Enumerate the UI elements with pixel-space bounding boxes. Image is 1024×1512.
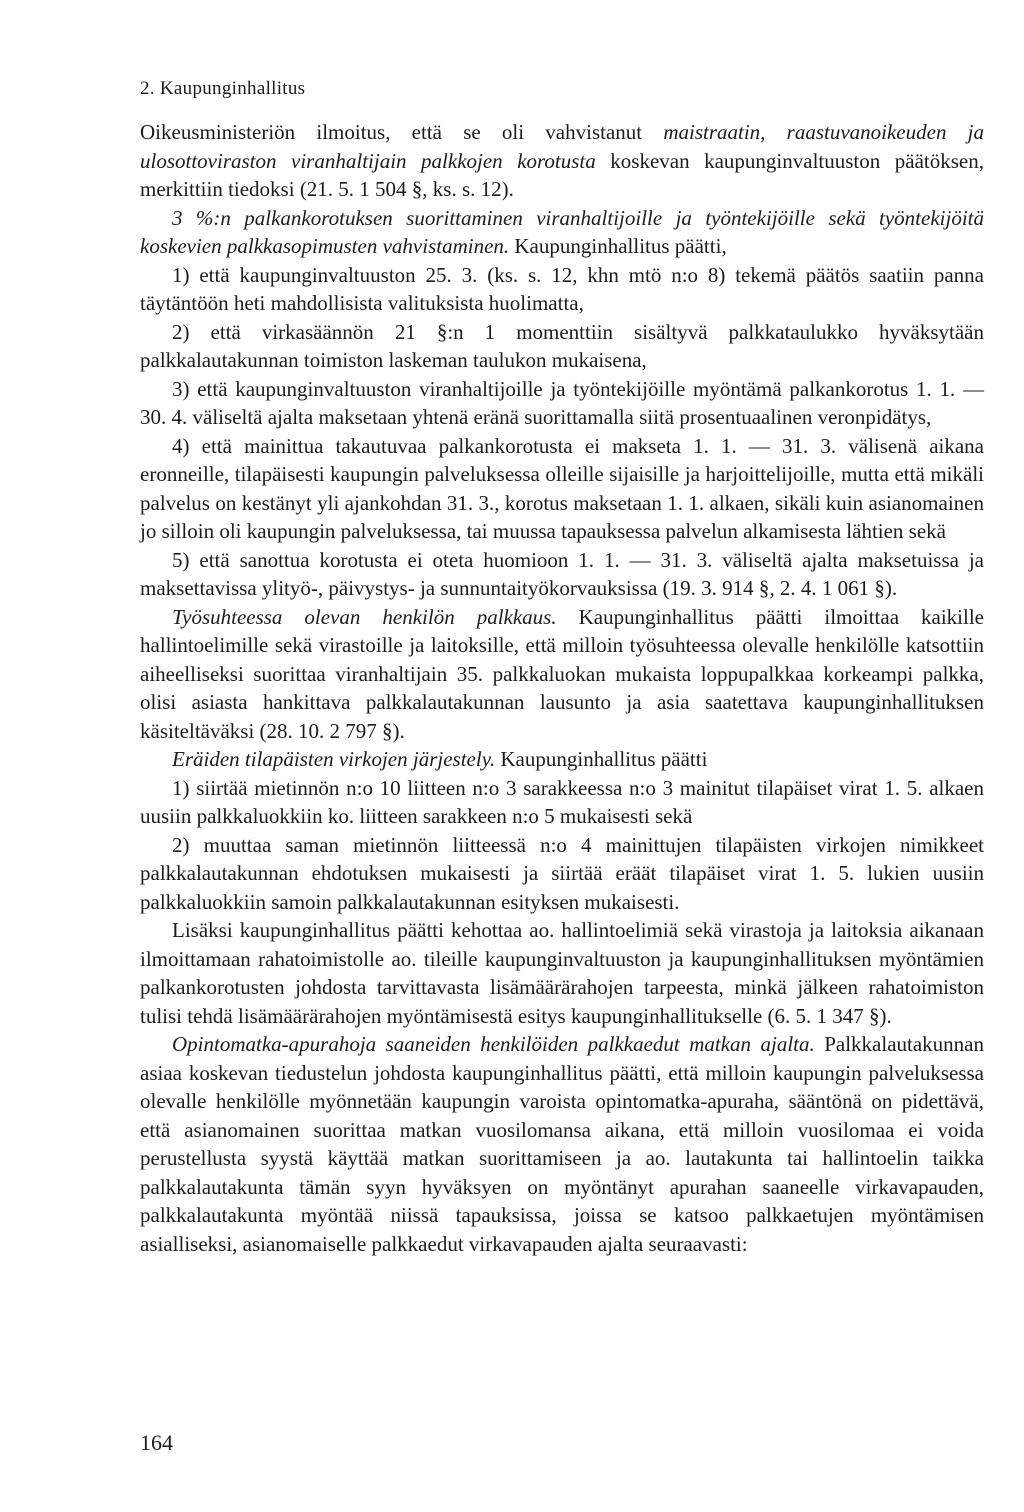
body-text (140, 118, 984, 1258)
paragraph-7: 5) että sanottua korotusta ei oteta huomioon 1. 1. — 31. 3. väliseltä ajalta maksetuissa ja maksettavissa ylityö-, päivystys- ja sunnuntaityökorvauksissa (19. 3. 914 §, 2. 4. 1 061 §). (140, 547, 984, 600)
paragraph-5: 3) että kaupunginvaltuuston viranhaltijoille ja työntekijöille myöntämä palkankorotus 1. 1. — 30. 4. väliseltä ajalta maksetaan yhtenä eränä suorittamalla siitä prosentuaalinen veronpidätys, (140, 376, 984, 429)
paragraph-13: Opintomatka-apurahoja saaneiden henkilöiden palkkaedut matkan ajalta. Palkkalautakunnan asiaa koskevan tiedustelun johdosta kaupunginhallitus päätti, että milloin kaupungin palveluksessa olevalle henkilölle myönnetään kaupungin varoista opintomatka-apuraha, sääntönä on pidettävä, että asianomainen suorittaa matkan vuosilomansa aikana, että milloin vuosilomaa ei voida perustellusta syystä käyttää matkan suorittamiseen ja ao. lautakunta tai hallintoelin taikka palkkalautakunta tämän syyn hyväksyen on myöntänyt apurahan saaneelle virkavapauden, palkkalautakunta myöntää niissä tapauksissa, joissa se katsoo palkkaetujen myöntämisen asialliseksi, asianomaiselle palkkaedut virkavapauden ajalta seuraavasti: (140, 1032, 984, 1256)
paragraph-1: Oikeusministeriön ilmoitus, että se oli vahvistanut maistraatin, raastuvanoikeuden ja ulosottoviraston viranhaltijain palkkojen korotusta koskevan kaupunginvaltuuston päätöksen, merkittiin tiedoksi (21. 5. 1 504 §, ks. s. 12). (140, 120, 985, 201)
paragraph-3: 1) että kaupunginvaltuuston 25. 3. (ks. s. 12, khn mtö n:o 8) tekemä päätös saatiin panna täytäntöön heti mahdollisista valituksista huolimatta, (140, 262, 984, 315)
paragraph-11: 2) muuttaa saman mietinnön liitteessä n:o 4 mainittujen tilapäisten virkojen nimikkeet palkkalautakunnan ehdotuksen mukaisesti ja siirtää eräät tilapäiset virat 1. 5. lukien uusiin palkkaluokkiin samoin palkkalautakunnan esityksen mukaisesti. (140, 832, 984, 914)
page-number: 164 (140, 1430, 173, 1455)
paragraph-12: Lisäksi kaupunginhallitus päätti kehottaa ao. hallintoelimiä sekä virastoja ja laitoksia aikanaan ilmoittamaan rahatoimistolle ao. tileille kaupunginvaltuuston ja kaupunginhallituksen myöntämien palkankorotusten johdosta tarvittavasta lisämäärärahojen tarpeesta, minkä jälkeen rahatoimiston tulisi tehdä lisämäärärahojen myöntämisestä esitys kaupunginhallitukselle (6. 5. 1 347 §). (140, 918, 984, 1028)
paragraph-6: 4) että mainittua takautuvaa palkankorotusta ei makseta 1. 1. — 31. 3. välisenä aikana eronneille, tilapäisesti kaupungin palveluksessa olleille sijaisille ja harjoittelijoille, mutta että mikäli palvelus on kestänyt yli ajankohdan 31. 3., korotus maksetaan 1. 1. alkaen, sikäli kuin asianomainen jo silloin oli kaupungin palveluksessa, tai muussa tapauksessa palvelun alkamisesta lähtien sekä (140, 433, 984, 543)
paragraph-9: Eräiden tilapäisten virkojen järjestely. Kaupunginhallitus päätti (172, 747, 708, 771)
running-header: 2. Kaupunginhallitus (140, 78, 306, 99)
paragraph-2: 3 %:n palkankorotuksen suorittaminen viranhaltijoille ja työntekijöille sekä työntekijöitä koskevien palkkasopimusten vahvistaminen. Kaupunginhallitus päätti, (140, 205, 984, 258)
paragraph-8: Työsuhteessa olevan henkilön palkkaus. Kaupunginhallitus päätti ilmoittaa kaikille hallintoelimille sekä virastoille ja laitoksille, että milloin työsuhteessa olevalle henkilölle katsottiin aiheelliseksi suorittaa viranhaltijain 35. palkkaluokan mukaista loppupalkkaa korkeampi palkka, olisi asiasta hankittava palkkalautakunnan lausunto ja asia saatettava kaupunginhallituksen käsiteltäväksi (28. 10. 2 797 §). (140, 604, 984, 743)
paragraph-4: 2) että virkasäännön 21 §:n 1 momenttiin sisältyvä palkkataulukko hyväksytään palkkalautakunnan toimiston laskeman taulukon mukaisena, (140, 319, 984, 372)
paragraph-10: 1) siirtää mietinnön n:o 10 liitteen n:o 3 sarakkeessa n:o 3 mainitut tilapäiset virat 1. 5. alkaen uusiin palkkaluokkiin ko. liitteen sarakkeen n:o 5 mukaisesti sekä (140, 775, 984, 828)
